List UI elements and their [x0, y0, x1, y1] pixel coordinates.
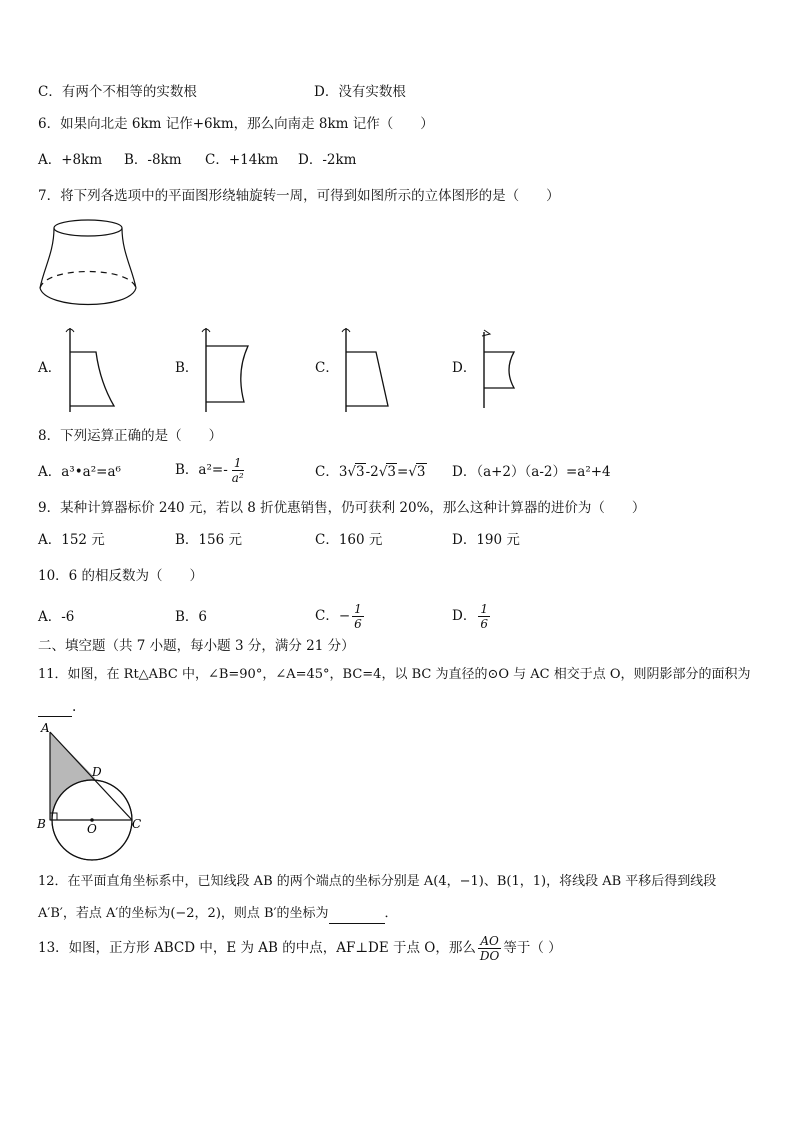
q6-stem: 6．如果向北走 6km 记作+6km，那么向南走 8km 记作（ ） — [38, 116, 434, 132]
q10-option-c-prefix: C．− — [315, 608, 351, 624]
q10-option-d — [452, 597, 492, 635]
q11-label-o: O — [87, 822, 97, 836]
q10-option-d-denominator: 6 — [480, 616, 488, 631]
q10-option-c-numerator: 1 — [354, 601, 362, 616]
q11-answer-line — [38, 697, 76, 717]
q11-stem: 11．如图，在 Rt△ABC 中，∠B=90°，∠A=45°，BC=4，以 BC 为直径的⊙O 与 AC 相交于点 O，则阴影部分的面积为 — [38, 667, 751, 682]
q6-option-d: D．-2km — [298, 152, 357, 168]
q11-label-b: B — [37, 817, 46, 831]
q6-option-b: B．-8km — [124, 152, 182, 168]
q7-option-a-figure — [60, 326, 130, 414]
q5-option-c: C．有两个不相等的实数根 — [38, 84, 197, 100]
q11-figure — [34, 720, 146, 862]
q8-option-a: A．a³•a²=a⁶ — [38, 464, 121, 480]
q8-option-b-prefix: B．a²=- — [175, 462, 228, 478]
q9-option-c: C．160 元 — [315, 532, 383, 548]
q9-option-a: A．152 元 — [38, 532, 105, 548]
q7-option-c-label: C． — [315, 360, 339, 376]
q7-option-a-label: A． — [38, 360, 62, 376]
q7-option-b-figure — [196, 326, 266, 414]
sqrt-icon: √ — [347, 464, 357, 480]
q7-option-d-label: D． — [452, 360, 477, 376]
q10-option-d-fraction — [478, 602, 490, 631]
q12-line-1: 12．在平面直角坐标系中，已知线段 AB 的两个端点的坐标分别是 A(4，−1)、B(1，1)，将线段 AB 平移后得到线段 — [38, 874, 717, 889]
q8-option-c-mid: -2 — [365, 464, 379, 480]
q10-option-c — [315, 597, 366, 635]
q12-line-2 — [38, 904, 398, 924]
q8-option-d: D．（a+2）（a-2）=a²+4 — [452, 464, 611, 480]
sqrt-icon: √ — [378, 464, 388, 480]
q7-solid-figure — [36, 218, 144, 310]
q13-fraction — [478, 934, 501, 963]
section-title: 二、填空题（共 7 小题，每小题 3 分，满分 21 分） — [38, 638, 355, 654]
q8-option-c-radicand-2: 3 — [387, 464, 396, 480]
q10-option-a: A．-6 — [38, 609, 75, 625]
q5-option-d: D．没有实数根 — [314, 84, 406, 100]
q10-option-c-denominator: 6 — [354, 616, 362, 631]
q11-label-d: D — [92, 765, 102, 779]
q12-line-2-suffix: ． — [384, 906, 398, 921]
q10-option-d-numerator: 1 — [480, 601, 488, 616]
q13-numerator: AO — [480, 933, 499, 948]
q12-answer-blank[interactable] — [329, 909, 385, 924]
q9-option-d: D．190 元 — [452, 532, 520, 548]
q11-tail: . — [72, 699, 77, 715]
q6-option-c: C．+14km — [205, 152, 279, 168]
q7-option-d-figure — [474, 326, 534, 414]
q7-option-c-figure — [336, 326, 406, 414]
q13-line — [38, 928, 562, 968]
q8-option-b-numerator: 1 — [233, 455, 242, 470]
q8-option-c — [315, 462, 427, 482]
q13-suffix: 等于（ ） — [503, 940, 562, 956]
q11-answer-blank[interactable] — [38, 702, 72, 717]
q8-option-c-equals: = — [396, 464, 409, 480]
q13-denominator: DO — [479, 948, 500, 963]
sqrt-icon: √ — [408, 464, 417, 480]
q8-option-b — [175, 452, 248, 488]
q10-option-c-fraction — [352, 602, 364, 631]
q9-stem: 9．某种计算器标价 240 元，若以 8 折优惠销售，仍可获利 20%，那么这种计算器的进价为（ ） — [38, 500, 646, 516]
q10-option-b: B．6 — [175, 609, 208, 625]
q11-label-c: C — [132, 817, 142, 831]
q10-option-d-prefix: D． — [452, 608, 477, 624]
q11-label-a: A — [41, 721, 50, 735]
q8-option-b-fraction — [230, 456, 246, 485]
q7-option-b-label: B． — [175, 360, 199, 376]
q8-option-b-denominator: a² — [231, 470, 244, 485]
q6-option-a: A．+8km — [38, 152, 103, 168]
q9-option-b: B．156 元 — [175, 532, 242, 548]
q12-line-2-prefix: A′B′，若点 A′的坐标为(−2，2)，则点 B′的坐标为 — [38, 906, 329, 921]
q8-option-c-radicand-3: 3 — [416, 464, 426, 480]
q8-option-c-prefix: C．3 — [315, 464, 348, 480]
q10-stem: 10．6 的相反数为（ ） — [38, 568, 204, 584]
q7-stem: 7．将下列各选项中的平面图形绕轴旋转一周，可得到如图所示的立体图形的是（ ） — [38, 188, 560, 204]
q8-stem: 8．下列运算正确的是（ ） — [38, 428, 223, 444]
q13-prefix: 13．如图，正方形 ABCD 中，E 为 AB 的中点，AF⊥DE 于点 O，那么 — [38, 940, 476, 956]
q8-option-c-radicand-1: 3 — [356, 464, 365, 480]
